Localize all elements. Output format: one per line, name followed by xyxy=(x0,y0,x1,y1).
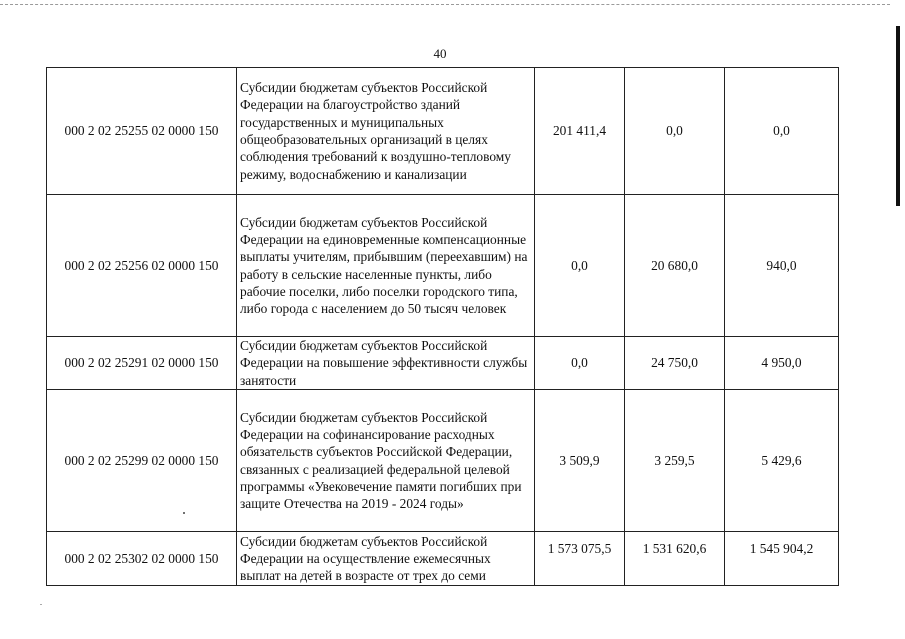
value-year1-cell: 0,0 xyxy=(535,195,625,337)
budget-code-cell: 000 2 02 25256 02 0000 150 xyxy=(47,195,237,337)
budget-code-cell: 000 2 02 25255 02 0000 150 xyxy=(47,68,237,195)
scan-top-border xyxy=(0,4,890,5)
value-year2-cell: 0,0 xyxy=(625,68,725,195)
value-year2-cell: 24 750,0 xyxy=(625,337,725,390)
scan-edge-mark xyxy=(896,26,900,206)
table-row xyxy=(47,195,839,337)
value-year1-cell: 201 411,4 xyxy=(535,68,625,195)
description-cell: Субсидии бюджетам субъектов Российской Федерации на осуществление ежемесячных выплат на детей в возрасте от трех до семи xyxy=(237,532,535,586)
budget-code-cell: 000 2 02 25299 02 0000 150 xyxy=(47,390,237,532)
value-year2-cell: 3 259,5 xyxy=(625,390,725,532)
value-year2-cell: 1 531 620,6 xyxy=(625,532,725,586)
value-year3-cell: 1 545 904,2 xyxy=(725,532,839,586)
description-cell: Субсидии бюджетам субъектов Российской Федерации на благоустройство зданий государственных и муниципальных общеобразовательных организаций в целях соблюдения требований к воздушно-тепловому режиму, водоснабжению и канализации xyxy=(237,68,535,195)
value-year1-cell: 1 573 075,5 xyxy=(535,532,625,586)
value-year3-cell: 4 950,0 xyxy=(725,337,839,390)
value-year2-cell: 20 680,0 xyxy=(625,195,725,337)
description-cell: Субсидии бюджетам субъектов Российской Федерации на повышение эффективности службы занятости xyxy=(237,337,535,390)
scan-speck xyxy=(183,512,185,514)
value-year1-cell: 3 509,9 xyxy=(535,390,625,532)
description-cell: Субсидии бюджетам субъектов Российской Федерации на софинансирование расходных обязательств субъектов Российской Федерации, связанных с реализацией федеральной целевой программы «Увековечение памяти погибших при защите Отечества на 2019 - 2024 годы» xyxy=(237,390,535,532)
table-row xyxy=(47,532,839,586)
value-year3-cell: 940,0 xyxy=(725,195,839,337)
scan-speck xyxy=(40,604,42,605)
budget-code-cell: 000 2 02 25291 02 0000 150 xyxy=(47,337,237,390)
value-year3-cell: 0,0 xyxy=(725,68,839,195)
value-year3-cell: 5 429,6 xyxy=(725,390,839,532)
description-cell: Субсидии бюджетам субъектов Российской Федерации на единовременные компенсационные выплаты учителям, прибывшим (переехавшим) на работу в сельские населенные пункты, либо рабочие поселки, либо поселки городского типа, либо города с населением до 50 тысяч человек xyxy=(237,195,535,337)
table-row xyxy=(47,390,839,532)
value-year1-cell: 0,0 xyxy=(535,337,625,390)
table-row xyxy=(47,68,839,195)
budget-code-cell: 000 2 02 25302 02 0000 150 xyxy=(47,532,237,586)
budget-revenue-table xyxy=(46,67,839,586)
page-number: 40 xyxy=(433,46,447,61)
table-row xyxy=(47,337,839,390)
